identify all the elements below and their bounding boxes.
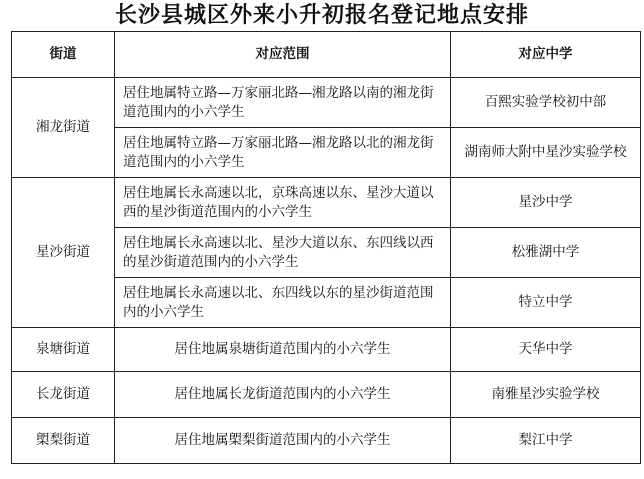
page-title: 长沙县城区外来小升初报名登记地点安排	[114, 2, 529, 28]
table-row	[12, 372, 641, 418]
street-cell: 湘龙街道	[12, 78, 115, 178]
street-cell: 㮾梨街道	[12, 418, 115, 464]
school-cell: 天华中学	[451, 328, 641, 372]
school-cell: 梨江中学	[451, 418, 641, 464]
table-row	[12, 178, 641, 228]
school-cell: 百熙实验学校初中部	[451, 78, 641, 128]
school-cell: 湖南师大附中星沙实验学校	[451, 128, 641, 178]
scope-cell: 居住地属泉塘街道范围内的小六学生	[115, 328, 451, 372]
scope-cell: 居住地属长永高速以北、东四线以东的星沙街道范围内的小六学生	[115, 278, 451, 328]
scope-cell: 居住地属特立路—万家丽北路—湘龙路以北的湘龙街道范围内的小六学生	[115, 128, 451, 178]
scope-cell: 居住地属长龙街道范围内的小六学生	[115, 372, 451, 418]
street-cell: 长龙街道	[12, 372, 115, 418]
table-row	[12, 418, 641, 464]
scope-cell: 居住地属长永高速以北，京珠高速以东、星沙大道以西的星沙街道范围内的小六学生	[115, 178, 451, 228]
scope-cell: 居住地属㮾梨街道范围内的小六学生	[115, 418, 451, 464]
street-cell: 星沙街道	[12, 178, 115, 328]
school-cell: 星沙中学	[451, 178, 641, 228]
school-cell: 特立中学	[451, 278, 641, 328]
scope-cell: 居住地属特立路—万家丽北路—湘龙路以南的湘龙街道范围内的小六学生	[115, 78, 451, 128]
header-school: 对应中学	[451, 32, 641, 78]
table-row	[12, 78, 641, 128]
school-cell: 松雅湖中学	[451, 228, 641, 278]
scope-cell: 居住地属长永高速以北、星沙大道以东、东四线以西的星沙街道范围内的小六学生	[115, 228, 451, 278]
table-row	[12, 328, 641, 372]
street-cell: 泉塘街道	[12, 328, 115, 372]
table-header-row	[12, 32, 641, 78]
header-street: 街道	[12, 32, 115, 78]
header-scope: 对应范围	[115, 32, 451, 78]
school-cell: 南雅星沙实验学校	[451, 372, 641, 418]
registration-table	[11, 31, 641, 464]
